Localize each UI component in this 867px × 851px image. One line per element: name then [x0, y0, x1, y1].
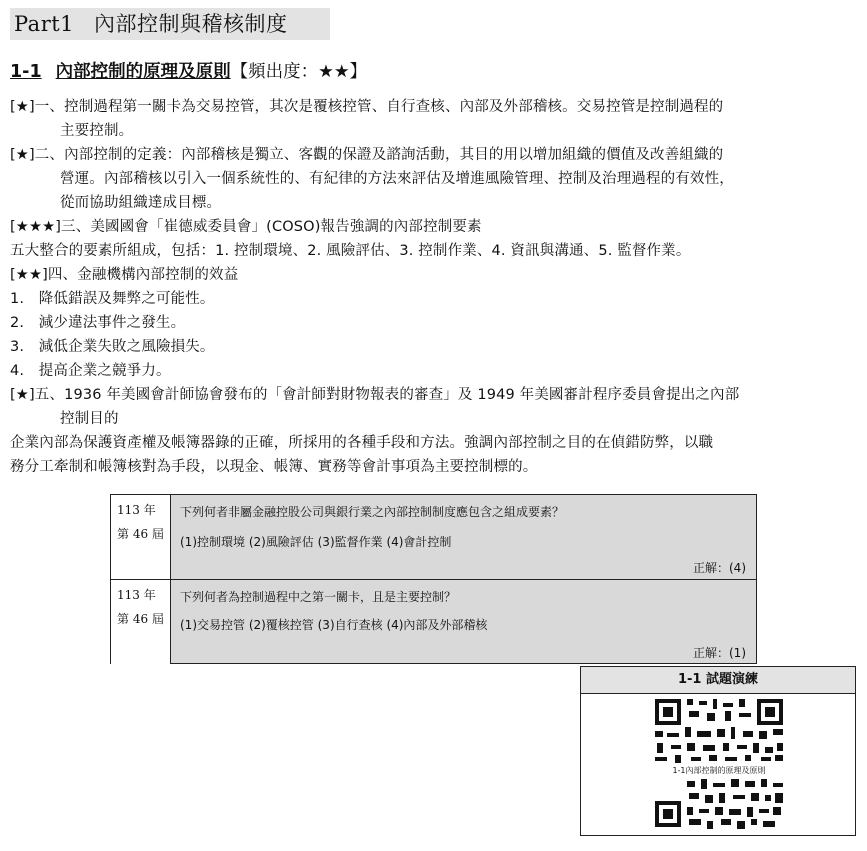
- list-item: 4. 提高企業之競爭力。: [10, 363, 171, 379]
- exam-session: 第 46 屆: [117, 527, 164, 541]
- question-row: [111, 580, 756, 664]
- section-name: 內部控制的原理及原則: [55, 62, 231, 82]
- list-item: 1. 降低錯誤及舞弊之可能性。: [10, 291, 215, 307]
- section-number: 1-1: [10, 62, 42, 82]
- body-line: 五大整合的要素所組成，包括：1. 控制環境、2. 風險評估、3. 控制作業、4. 資訊與溝通、5. 監督作業。: [10, 243, 691, 259]
- part-title: [10, 8, 330, 40]
- qr-panel-header: 1-1 試題演練: [581, 667, 855, 694]
- body-line: 主要控制。: [60, 123, 134, 139]
- body-line: 控制目的: [60, 411, 119, 427]
- body-line: 企業內部為保護資產權及帳簿器錄的正確，所採用的各種手段和方法。強調內部控制之目的在偵錯防弊，以職: [10, 435, 714, 451]
- question-answer: 正解：(4): [693, 561, 746, 575]
- question-answer: 正解：(1): [693, 646, 746, 660]
- qr-practice-panel: [580, 666, 856, 836]
- frequency-rating: 【頻出度：★★】: [230, 62, 368, 82]
- list-item: 2. 減少違法事件之發生。: [10, 315, 186, 331]
- list-item: 3. 減低企業失敗之風險損失。: [10, 339, 215, 355]
- qr-code-image[interactable]: [653, 697, 785, 831]
- body-line: [★★]四、金融機構內部控制的效益: [10, 267, 239, 283]
- body-line: [★]二、內部控制的定義：內部稽核是獨立、客觀的保證及諮詢活動，其目的用以增加組織的價值及改善組織的: [10, 147, 724, 163]
- qr-caption: 1-1內部控制的原理及原則: [672, 766, 766, 775]
- body-line: 營運。內部稽核以引入一個系統性的、有紀律的方法來評估及增進風險管理、控制及治理過程的有效性，: [60, 171, 734, 187]
- question-text: 下列何者為控制過程中之第一關卡，且是主要控制？: [180, 590, 457, 604]
- question-year-cell: [111, 580, 171, 664]
- part-number: Part1: [14, 12, 75, 36]
- question-text: 下列何者非屬金融控股公司與銀行業之內部控制制度應包含之組成要素？: [180, 505, 565, 519]
- question-content: [171, 495, 756, 579]
- exam-year: 113 年: [117, 503, 156, 517]
- body-line: [★]一、控制過程第一關卡為交易控管，其次是覆核控管、自行查核、內部及外部稽核。交易控管是控制過程的: [10, 99, 724, 115]
- section-title: [10, 60, 367, 84]
- exam-session: 第 46 屆: [117, 612, 164, 626]
- body-line: [★]五、1936 年美國會計師協會發布的「會計師對財物報表的審查」及 1949 年美國審計程序委員會提出之內部: [10, 387, 740, 403]
- exam-year: 113 年: [117, 588, 156, 602]
- question-content: [171, 580, 756, 664]
- question-options: (1)交易控管 (2)覆核控管 (3)自行查核 (4)內部及外部稽核: [180, 618, 488, 632]
- body-line: [★★★]三、美國國會「崔德威委員會」(COSO)報告強調的內部控制要素: [10, 219, 482, 235]
- question-row: [111, 495, 756, 579]
- body-line: 從而協助組織達成目標。: [60, 195, 222, 211]
- body-line: 務分工牽制和帳簿核對為手段，以現金、帳簿、實務等會計事項為主要控制標的。: [10, 459, 538, 475]
- part-name: 內部控制與稽核制度: [94, 12, 288, 36]
- question-options: (1)控制環境 (2)風險評估 (3)監督作業 (4)會計控制: [180, 535, 452, 549]
- question-year-cell: [111, 495, 171, 579]
- exam-questions-table: [110, 494, 757, 664]
